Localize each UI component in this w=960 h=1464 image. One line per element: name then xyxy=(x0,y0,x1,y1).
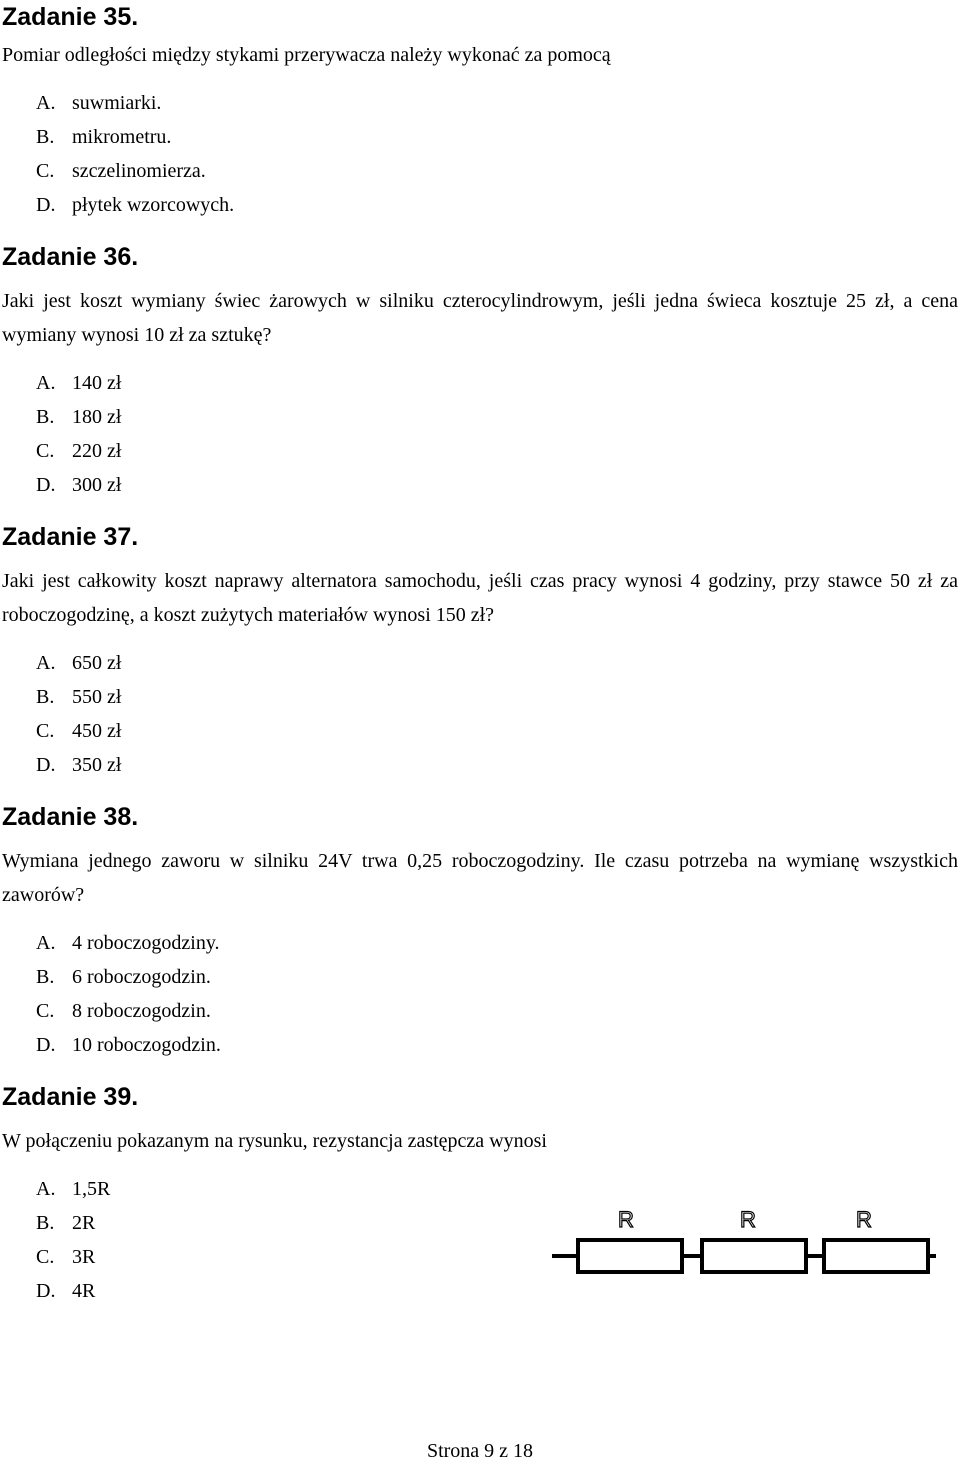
option-text: 2R xyxy=(72,1212,96,1234)
option-text: 220 zł xyxy=(72,440,122,462)
series-resistor-diagram xyxy=(552,1200,936,1290)
option-text: płytek wzorcowych. xyxy=(72,194,235,216)
option-letter: C. xyxy=(36,720,55,742)
option-letter: D. xyxy=(36,1280,56,1302)
option-text: 350 zł xyxy=(72,754,122,776)
option-letter: C. xyxy=(36,1246,55,1268)
task-38-title: Zadanie 38. xyxy=(2,803,139,831)
task-38-option-b xyxy=(36,960,221,994)
option-letter: A. xyxy=(36,92,56,114)
task-36-title: Zadanie 36. xyxy=(2,243,139,271)
task-39-title: Zadanie 39. xyxy=(2,1083,139,1111)
task-39-option-b xyxy=(36,1206,110,1240)
task-36-option-d xyxy=(36,468,121,502)
option-text: 650 zł xyxy=(72,652,122,674)
option-text: 6 roboczogodzin. xyxy=(72,966,211,988)
task-37-option-a xyxy=(36,646,121,680)
resistor-3 xyxy=(824,1240,928,1272)
task-39-option-d xyxy=(36,1274,110,1308)
page-number: Strona 9 z 18 xyxy=(426,1440,534,1462)
task-39-option-a xyxy=(36,1172,110,1206)
task-36-question: Jaki jest koszt wymiany świec żarowych w silniku czterocylindrowym, jeśli jedna świeca kosztuje 25 zł, a cena wymiany wynosi 10 zł za sztukę? xyxy=(2,290,958,346)
resistor-1 xyxy=(578,1240,682,1272)
option-letter: C. xyxy=(36,1000,55,1022)
option-letter: A. xyxy=(36,372,56,394)
option-letter: B. xyxy=(36,1212,55,1234)
option-letter: B. xyxy=(36,966,55,988)
task-35-title: Zadanie 35. xyxy=(2,3,139,31)
resistor-3-label: R xyxy=(856,1207,872,1232)
series-resistor-figure xyxy=(552,1200,936,1290)
option-text: szczelinomierza. xyxy=(72,160,206,182)
task-37-option-d xyxy=(36,748,121,782)
option-text: 300 zł xyxy=(72,474,122,496)
task-35-question: Pomiar odległości między stykami przerywacza należy wykonać za pomocą xyxy=(2,44,611,66)
option-text: 140 zł xyxy=(72,372,122,394)
option-text: 3R xyxy=(72,1246,96,1268)
task-36-options xyxy=(36,366,121,502)
option-letter: C. xyxy=(36,440,55,462)
option-text: 180 zł xyxy=(72,406,122,428)
option-text: 4R xyxy=(72,1280,96,1302)
task-39-options xyxy=(36,1172,110,1308)
task-37-question: Jaki jest całkowity koszt naprawy alternatora samochodu, jeśli czas pracy wynosi 4 godziny, przy stawce 50 zł za roboczogodzinę, a koszt zużytych materiałów wynosi 150 zł? xyxy=(2,570,958,626)
task-37-title: Zadanie 37. xyxy=(2,523,139,551)
task-38-options xyxy=(36,926,221,1062)
option-letter: B. xyxy=(36,686,55,708)
task-35-options xyxy=(36,86,234,222)
option-text: 1,5R xyxy=(72,1178,111,1200)
option-letter: A. xyxy=(36,1178,56,1200)
option-text: 4 roboczogodziny. xyxy=(72,932,220,954)
option-letter: B. xyxy=(36,406,55,428)
task-38-question: Wymiana jednego zaworu w silniku 24V trwa 0,25 roboczogodziny. Ile czasu potrzeba na wymianę wszystkich zaworów? xyxy=(2,850,958,906)
option-text: 10 roboczogodzin. xyxy=(72,1034,221,1056)
option-letter: A. xyxy=(36,932,56,954)
task-37-option-b xyxy=(36,680,121,714)
task-39-question: W połączeniu pokazanym na rysunku, rezystancja zastępcza wynosi xyxy=(2,1130,547,1152)
option-letter: A. xyxy=(36,652,56,674)
option-text: mikrometru. xyxy=(72,126,172,148)
task-37-option-c xyxy=(36,714,121,748)
task-36-option-a xyxy=(36,366,121,400)
resistor-1-label: R xyxy=(618,1207,634,1232)
option-letter: D. xyxy=(36,194,56,216)
option-letter: D. xyxy=(36,1034,56,1056)
option-letter: B. xyxy=(36,126,55,148)
option-letter: D. xyxy=(36,474,56,496)
resistor-2 xyxy=(702,1240,806,1272)
option-text: 550 zł xyxy=(72,686,122,708)
task-38-option-a xyxy=(36,926,221,960)
task-35-option-b xyxy=(36,120,234,154)
task-38-option-c xyxy=(36,994,221,1028)
task-35-option-d xyxy=(36,188,234,222)
option-letter: C. xyxy=(36,160,55,182)
task-36-option-c xyxy=(36,434,121,468)
option-text: 450 zł xyxy=(72,720,122,742)
task-38-option-d xyxy=(36,1028,221,1062)
option-text: 8 roboczogodzin. xyxy=(72,1000,211,1022)
task-39-option-c xyxy=(36,1240,110,1274)
task-37-options xyxy=(36,646,121,782)
task-35-option-c xyxy=(36,154,234,188)
option-letter: D. xyxy=(36,754,56,776)
task-36-option-b xyxy=(36,400,121,434)
task-35-option-a xyxy=(36,86,234,120)
resistor-2-label: R xyxy=(740,1207,756,1232)
option-text: suwmiarki. xyxy=(72,92,162,114)
